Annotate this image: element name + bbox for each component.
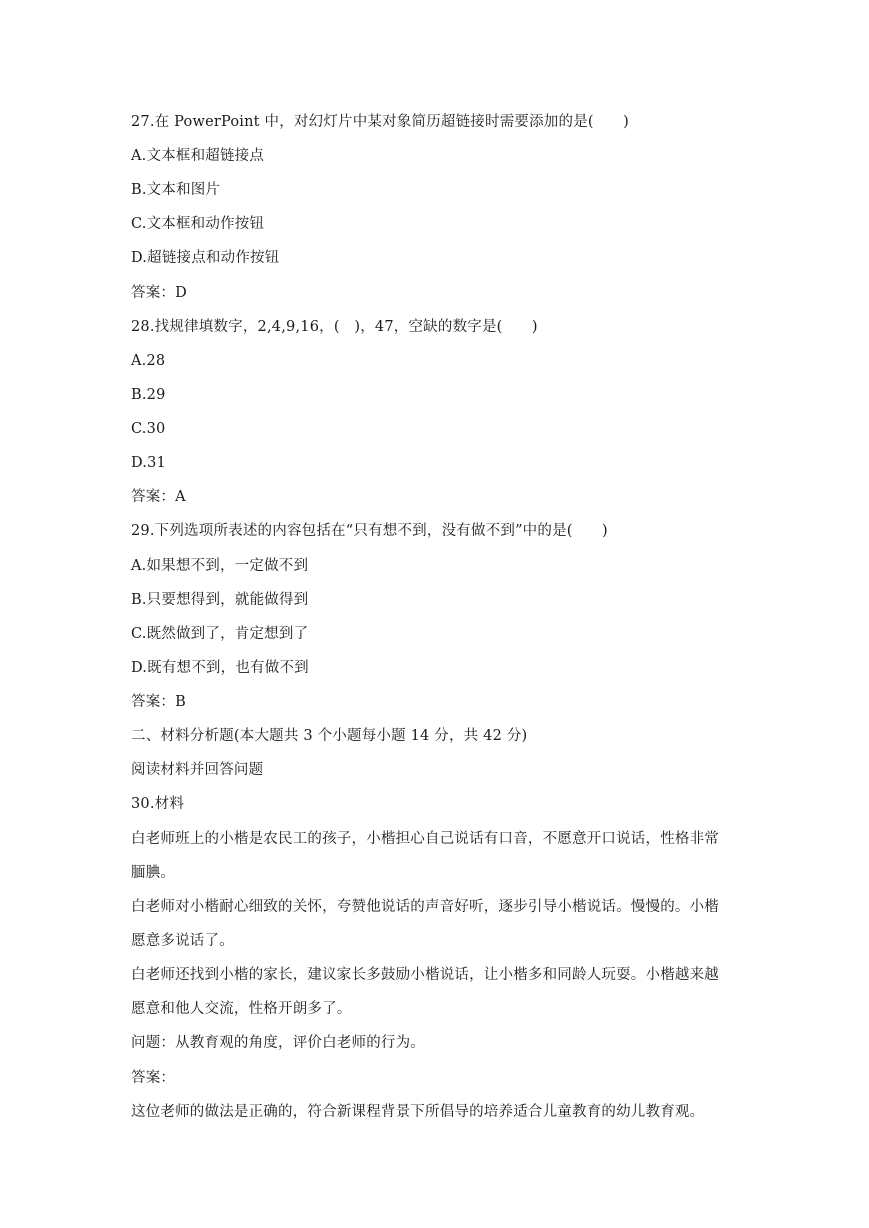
question-27-option-d: D.超链接点和动作按钮 xyxy=(131,250,280,266)
question-30-label: 30.材料 xyxy=(131,796,185,812)
question-28-answer: 答案：A xyxy=(131,489,186,505)
question-27-answer: 答案：D xyxy=(131,285,187,301)
question-28-option-b: B.29 xyxy=(131,387,166,403)
material-paragraph-3-line-2: 愿意和他人交流，性格开朗多了。 xyxy=(131,1001,352,1017)
question-28-option-d: D.31 xyxy=(131,455,166,471)
material-paragraph-2-line-1: 白老师对小楷耐心细致的关怀，夸赞他说话的声音好听，逐步引导小楷说话。慢慢的。小楷 xyxy=(131,899,719,915)
question-29-option-b: B.只要想得到，就能做得到 xyxy=(131,592,309,608)
question-28-option-a: A.28 xyxy=(131,353,166,369)
question-28-option-c: C.30 xyxy=(131,421,166,437)
question-30-answer-text: 这位老师的做法是正确的，符合新课程背景下所倡导的培养适合儿童教育的幼儿教育观。 xyxy=(131,1104,705,1120)
material-paragraph-1-line-1: 白老师班上的小楷是农民工的孩子，小楷担心自己说话有口音，不愿意开口说话，性格非常 xyxy=(131,831,719,847)
question-29-option-d: D.既有想不到，也有做不到 xyxy=(131,660,309,676)
question-27-option-a: A.文本框和超链接点 xyxy=(131,148,265,164)
section-instruction: 阅读材料并回答问题 xyxy=(131,762,264,778)
question-30-answer-label: 答案： xyxy=(131,1070,176,1086)
section-heading: 二、材料分析题(本大题共 3 个小题每小题 14 分，共 42 分) xyxy=(131,728,528,744)
question-27-option-c: C.文本框和动作按钮 xyxy=(131,216,265,232)
material-paragraph-3-line-1: 白老师还找到小楷的家长，建议家长多鼓励小楷说话，让小楷多和同龄人玩耍。小楷越来越 xyxy=(131,967,719,983)
question-29-answer: 答案：B xyxy=(131,694,186,710)
question-29-option-c: C.既然做到了，肯定想到了 xyxy=(131,626,309,642)
question-29-stem: 29.下列选项所表述的内容包括在“只有想不到，没有做不到”中的是( ) xyxy=(131,523,608,539)
question-30-prompt: 问题：从教育观的角度，评价白老师的行为。 xyxy=(131,1035,425,1051)
question-27-stem: 27.在 PowerPoint 中，对幻灯片中某对象简历超链接时需要添加的是( ) xyxy=(131,114,630,130)
material-paragraph-2-line-2: 愿意多说话了。 xyxy=(131,933,234,949)
question-28-stem: 28.找规律填数字，2,4,9,16，( )，47，空缺的数字是( ) xyxy=(131,319,538,335)
question-27-option-b: B.文本和图片 xyxy=(131,182,221,198)
question-29-option-a: A.如果想不到，一定做不到 xyxy=(131,558,309,574)
material-paragraph-1-line-2: 腼腆。 xyxy=(131,865,176,881)
